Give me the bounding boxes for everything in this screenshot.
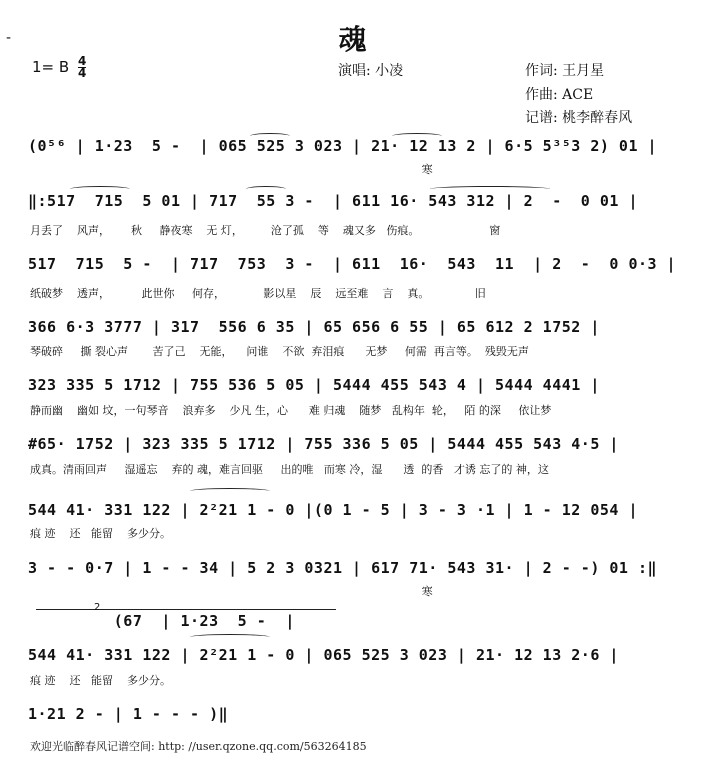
- time-signature: [78, 56, 86, 79]
- notation-row-8: 3 - - 0·7 | 1 - - 34 | 5 2 3 0321 | 617 71· 543 31· | 2 - -) 01 :‖: [28, 559, 658, 577]
- song-title: 魂: [338, 23, 367, 56]
- footer-link-text: 欢迎光临醉春风记谱空间: http: //user.qzone.qq.com/563264185: [30, 740, 367, 753]
- slur-mark: [392, 133, 442, 139]
- slur-mark: [250, 133, 290, 139]
- page-margin-dash: -: [6, 30, 12, 46]
- time-signature-top: 4: [78, 54, 87, 68]
- notation-row-2: ‖:517 715 5 01 | 717 55 3 - | 611 16· 543 312 | 2 - 0 01 |: [28, 192, 638, 210]
- notation-row-9: (67 | 1·23 5 - |: [28, 612, 295, 630]
- notation-row-5: 323 335 5 1712 | 755 536 5 05 | 5444 455 543 4 | 5444 4441 |: [28, 376, 600, 394]
- transcriber-credit: 记谱: 桃李醉春风: [525, 110, 633, 126]
- lyric-row-1: 寒: [30, 163, 433, 176]
- notation-row-6: #65· 1752 | 323 335 5 1712 | 755 336 5 05 | 5444 455 543 4·5 |: [28, 435, 619, 453]
- lyric-row-3: 纸破梦 透声， 此世你 何存， 影以星 辰 远至难 言 真。 旧: [30, 287, 486, 300]
- notation-row-4: 366 6·3 3777 | 317 556 6 35 | 65 656 6 55 | 65 612 2 1752 |: [28, 318, 600, 336]
- notation-row-7: 544 41· 331 122 | 2²21 1 - 0 |(0 1 - 5 | 3 - 3 ·1 | 1 - 12 054 |: [28, 501, 638, 519]
- volta-bracket: [36, 609, 336, 610]
- time-signature-bottom: 4: [78, 66, 87, 80]
- slur-mark: [190, 634, 270, 640]
- lyric-row-4: 琴破碎 撕 裂心声 苦了己 无能， 问谁 不欲 弃泪痕 无梦 何需 再言等。 残毁无声: [30, 345, 529, 358]
- slur-mark: [190, 488, 270, 494]
- notation-row-10: 544 41· 331 122 | 2²21 1 - 0 | 065 525 3 023 | 21· 12 13 2·6 |: [28, 646, 619, 664]
- key-signature: 1= B: [32, 58, 70, 76]
- notation-row-3: 517 715 5 - | 717 753 3 - | 611 16· 543 11 | 2 - 0 0·3 |: [28, 255, 677, 273]
- lyricist-credit: 作词: 王月星: [525, 63, 605, 79]
- lyric-row-7: 痕 迹 还 能留 多少分。: [30, 527, 171, 540]
- slur-mark: [70, 186, 130, 192]
- lyric-row-5: 静而幽 幽如 坟，一句琴音 浪弃多 少凡 生，心 难 归魂 随梦 乱构年 轮， 陌 的深 依让梦: [30, 404, 552, 417]
- singer-credit: 演唱: 小凌: [338, 63, 404, 79]
- slur-mark: [430, 186, 550, 192]
- lyric-row-6: 成真。清雨回声 湿遥忘 弃的 魂，难言回驱 出的唯 而寒 冷，湿 透 的香 才诱 忘了的 神，这: [30, 463, 549, 476]
- slur-mark: [246, 186, 286, 192]
- notation-row-11: 1·21 2 - | 1 - - - )‖: [28, 705, 229, 723]
- lyric-row-10: 痕 迹 还 能留 多少分。: [30, 674, 171, 687]
- lyric-row-8: 寒: [30, 585, 433, 598]
- composer-credit: 作曲: ACE: [525, 87, 594, 103]
- volta-number: 2: [94, 602, 101, 613]
- lyric-row-2: 月丢了 风声， 秋 静夜寒 无 灯， 沧了孤 等 魂又多 伤痕。 窗: [30, 224, 501, 237]
- notation-row-1: (0⁵⁶ | 1·23 5 - | 065 525 3 023 | 21· 12 13 2 | 6·5 5³⁵3 2) 01 |: [28, 137, 658, 155]
